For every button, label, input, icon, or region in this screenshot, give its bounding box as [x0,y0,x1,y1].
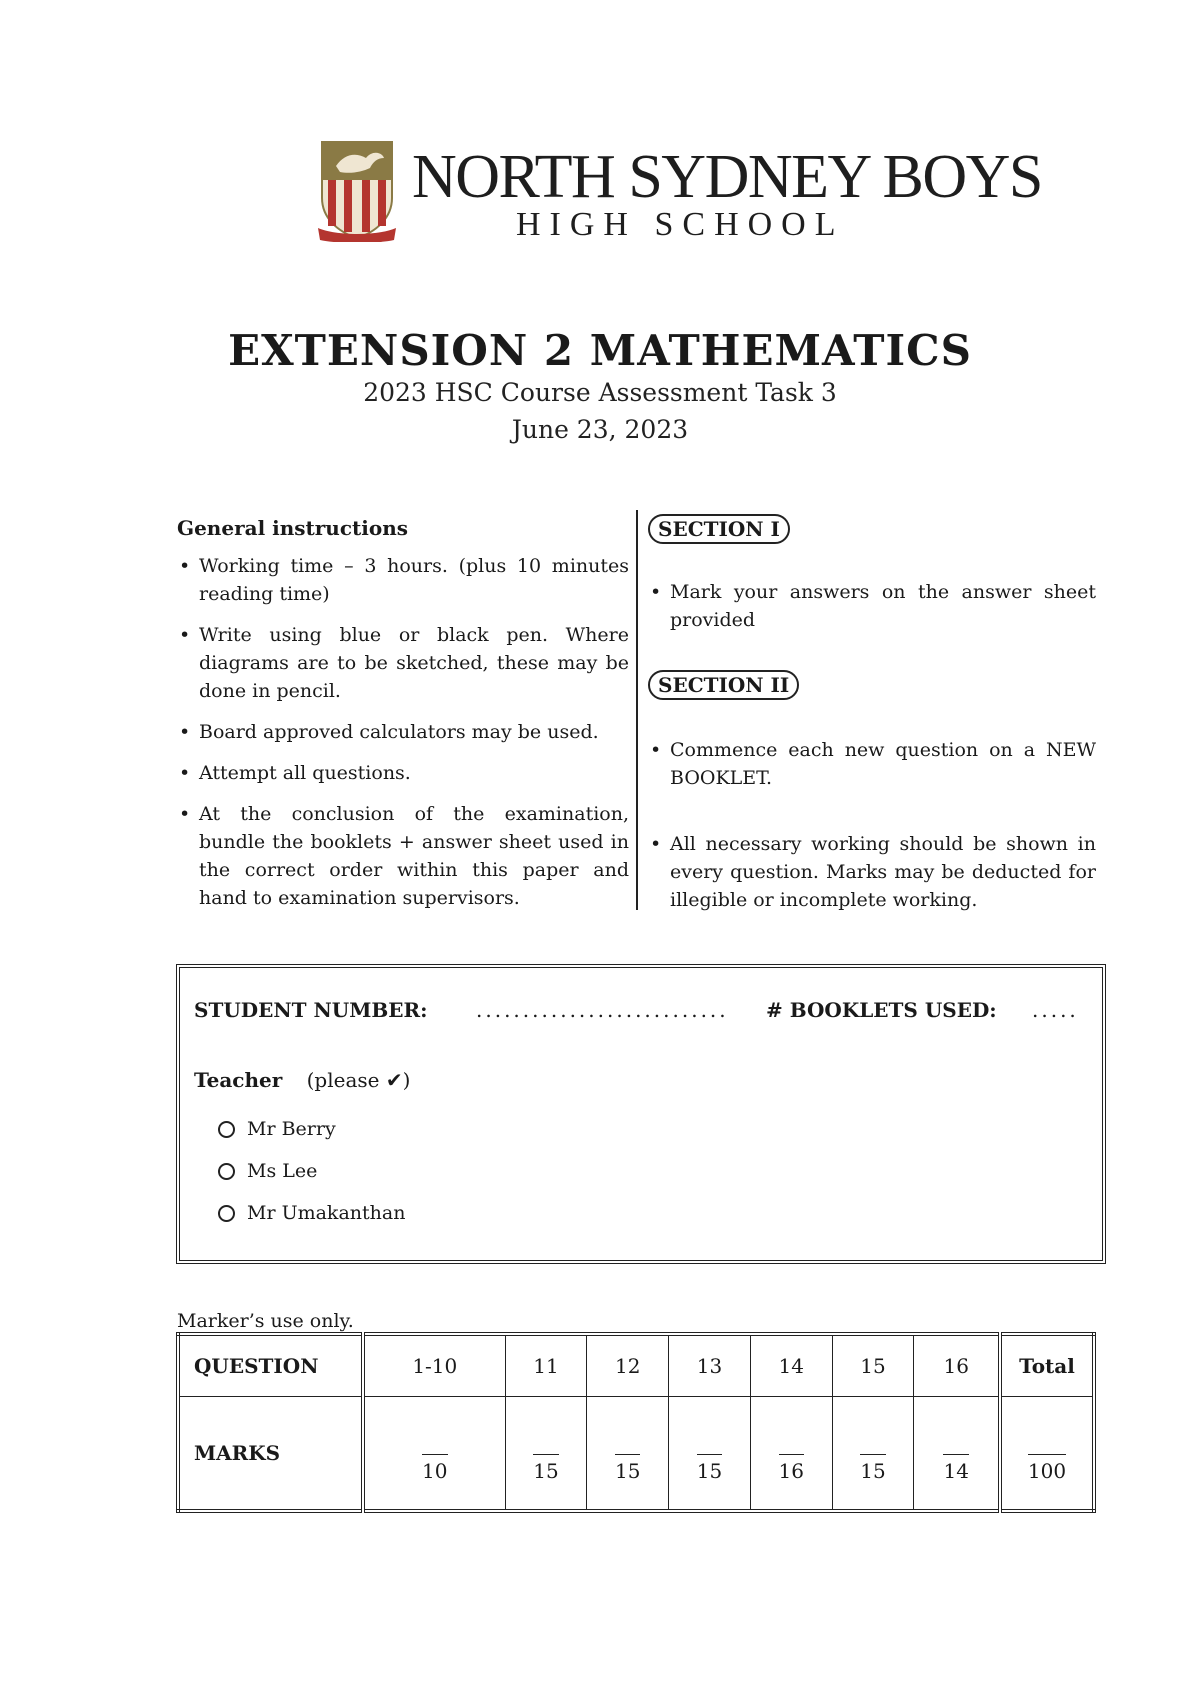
instruction-item: • At the conclusion of the examination, bundle the booklets + answer sheet used in the correct order within this paper and hand to examination supervisors. [177,800,629,912]
section-1-heading: SECTION I [648,514,790,544]
question-cell: 1-10 [363,1334,505,1397]
booklets-used-field[interactable]: ..... [1032,998,1079,1022]
school-crest-icon [316,140,398,242]
teacher-option-label: Mr Berry [247,1118,336,1140]
table-row [178,1334,1094,1397]
teacher-option[interactable] [218,1160,317,1182]
question-cell: 15 [832,1334,914,1397]
general-instructions [177,514,629,925]
section-2-item: • Commence each new question on a NEW BOOKLET. [648,736,1096,792]
teacher-option-label: Mr Umakanthan [247,1202,406,1224]
instruction-item: • Board approved calculators may be used. [177,718,629,746]
question-cell: 11 [505,1334,587,1397]
marks-header: MARKS [178,1397,363,1512]
exam-subtitle: 2023 HSC Course Assessment Task 3 [363,378,837,407]
radio-circle-icon[interactable] [218,1205,235,1222]
teacher-label: Teacher [194,1068,283,1092]
marks-cell[interactable] [587,1397,669,1512]
instruction-item: • Working time – 3 hours. (plus 10 minutes reading time) [177,552,629,608]
total-marks-out-of: 100 [1028,1454,1066,1483]
booklets-used-label: # BOOKLETS USED: [766,998,997,1022]
section-2-heading: SECTION II [648,670,799,700]
marks-cell[interactable] [832,1397,914,1512]
marks-out-of: 15 [615,1454,640,1483]
exam-date: June 23, 2023 [511,415,689,444]
table-row [178,1397,1094,1512]
marks-cell[interactable] [505,1397,587,1512]
instruction-item: • Attempt all questions. [177,759,629,787]
student-number-field[interactable]: ........................... [476,998,729,1022]
general-instructions-heading: General instructions [177,516,408,540]
marks-cell[interactable] [669,1397,751,1512]
question-cell: 16 [914,1334,1000,1397]
question-header: QUESTION [178,1334,363,1397]
teacher-option[interactable] [218,1202,405,1224]
school-logo [316,140,1042,243]
question-cell: 13 [669,1334,751,1397]
question-cell: 12 [587,1334,669,1397]
marks-cell[interactable] [750,1397,832,1512]
teacher-option-label: Ms Lee [247,1160,318,1182]
marks-cell[interactable] [914,1397,1000,1512]
marks-out-of: 16 [779,1454,804,1483]
total-marks-cell[interactable] [1000,1397,1094,1512]
marks-cell[interactable] [363,1397,505,1512]
column-divider [636,510,638,910]
marks-out-of: 15 [697,1454,722,1483]
student-details-box [176,964,1106,1264]
student-number-label: STUDENT NUMBER: [194,998,428,1022]
school-subtitle: HIGH SCHOOL [516,206,845,243]
teacher-row [194,1068,410,1092]
school-name: NORTH SYDNEY BOYS [412,143,1042,211]
teacher-option[interactable] [218,1118,336,1140]
marks-table [176,1332,1096,1513]
marker-use-label: Marker’s use only. [177,1310,354,1332]
marks-out-of: 10 [422,1454,447,1483]
question-cell: 14 [750,1334,832,1397]
radio-circle-icon[interactable] [218,1163,235,1180]
section-1-item: • Mark your answers on the answer sheet provided [648,578,1096,634]
exam-title: EXTENSION 2 MATHEMATICS [228,326,972,375]
marks-out-of: 15 [860,1454,885,1483]
teacher-hint: (please ✔) [306,1068,411,1092]
instruction-item: • Write using blue or black pen. Where diagrams are to be sketched, these may be done in pencil. [177,621,629,705]
marks-out-of: 15 [533,1454,558,1483]
section-2-item: • All necessary working should be shown in every question. Marks may be deducted for illegible or incomplete working. [648,830,1096,914]
radio-circle-icon[interactable] [218,1121,235,1138]
marks-out-of: 14 [943,1454,968,1483]
total-header: Total [1000,1334,1094,1397]
